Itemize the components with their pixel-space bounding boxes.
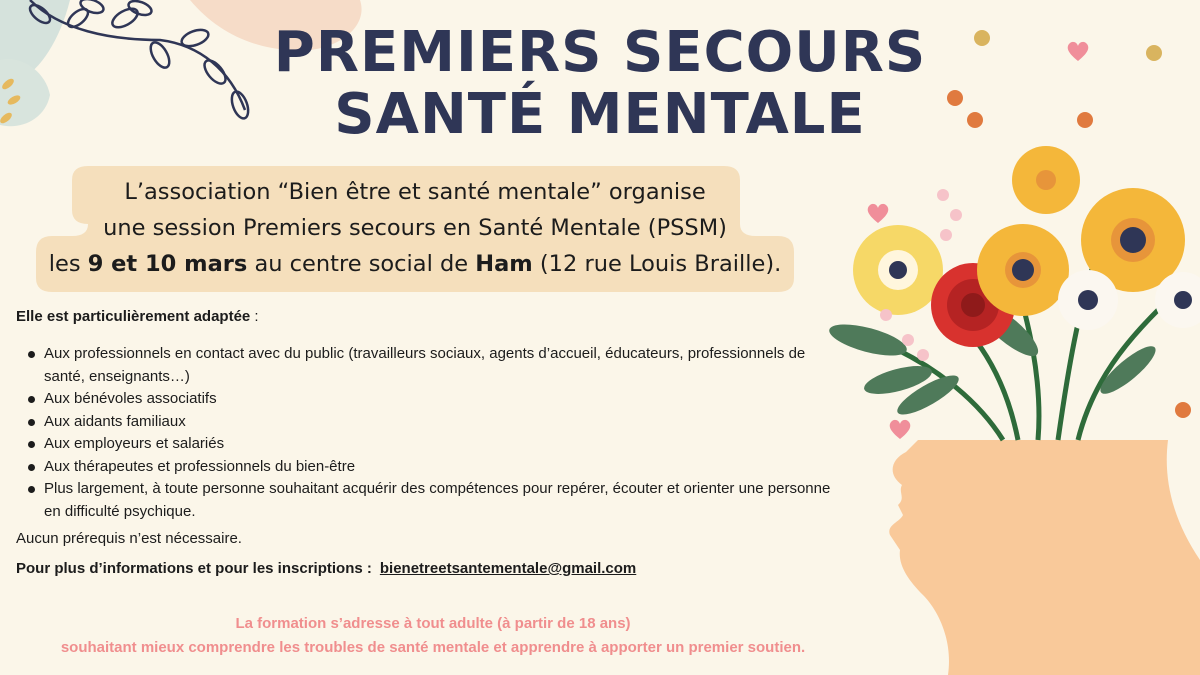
intro-text [36,174,794,282]
intro-line-2: une session Premiers secours en Santé Mentale (PSSM) [103,215,727,241]
list-item: Aux aidants familiaux [22,411,842,434]
title-line-1: PREMIERS SECOURS [273,20,927,85]
prerequisites-text: Aucun prérequis n’est nécessaire. [16,530,242,547]
intro-city: Ham [475,251,533,277]
list-item: Aux employeurs et salariés [22,433,842,456]
audience-list [22,343,842,523]
contact-label: Pour plus d’informations et pour les inscriptions : [16,560,372,577]
intro-line-1: L’association “Bien être et santé mentale” organise [124,179,706,205]
audience-heading [16,308,259,325]
footer-line-1: La formation s’adresse à tout adulte (à partir de 18 ans) [235,615,631,632]
footer-note [0,612,866,660]
intro-line-3 [36,246,794,282]
page-title [200,22,1000,146]
intro-line-3-pre: les [48,251,88,277]
audience-heading-suffix: : [250,308,259,325]
audience-heading-text: Elle est particulièrement adaptée [16,308,251,325]
contact-line [16,560,636,577]
intro-line-3-post: (12 rue Louis Braille). [532,251,782,277]
contact-email-link[interactable]: bienetreetsantementale@gmail.com [379,560,637,577]
flower-bouquet-head-icon [828,140,1200,675]
intro-dates: 9 et 10 mars [87,251,248,277]
list-item: Aux bénévoles associatifs [22,388,842,411]
title-line-2: SANTÉ MENTALE [334,82,866,147]
footer-line-2: souhaitant mieux comprendre les troubles de santé mentale et apprendre à apporter un premier soutien. [60,639,806,656]
intro-highlight [36,166,794,292]
list-item: Plus largement, à toute personne souhaitant acquérir des compétences pour repérer, écouter et orienter une personne en difficulté psychique. [22,478,842,523]
list-item: Aux thérapeutes et professionnels du bien-être [22,456,842,479]
heart-icon [1066,40,1090,62]
intro-line-3-mid: au centre social de [247,251,476,277]
list-item: Aux professionnels en contact avec du public (travailleurs sociaux, agents d’accueil, éducateurs, professionnels de santé, enseignants…) [22,343,842,388]
